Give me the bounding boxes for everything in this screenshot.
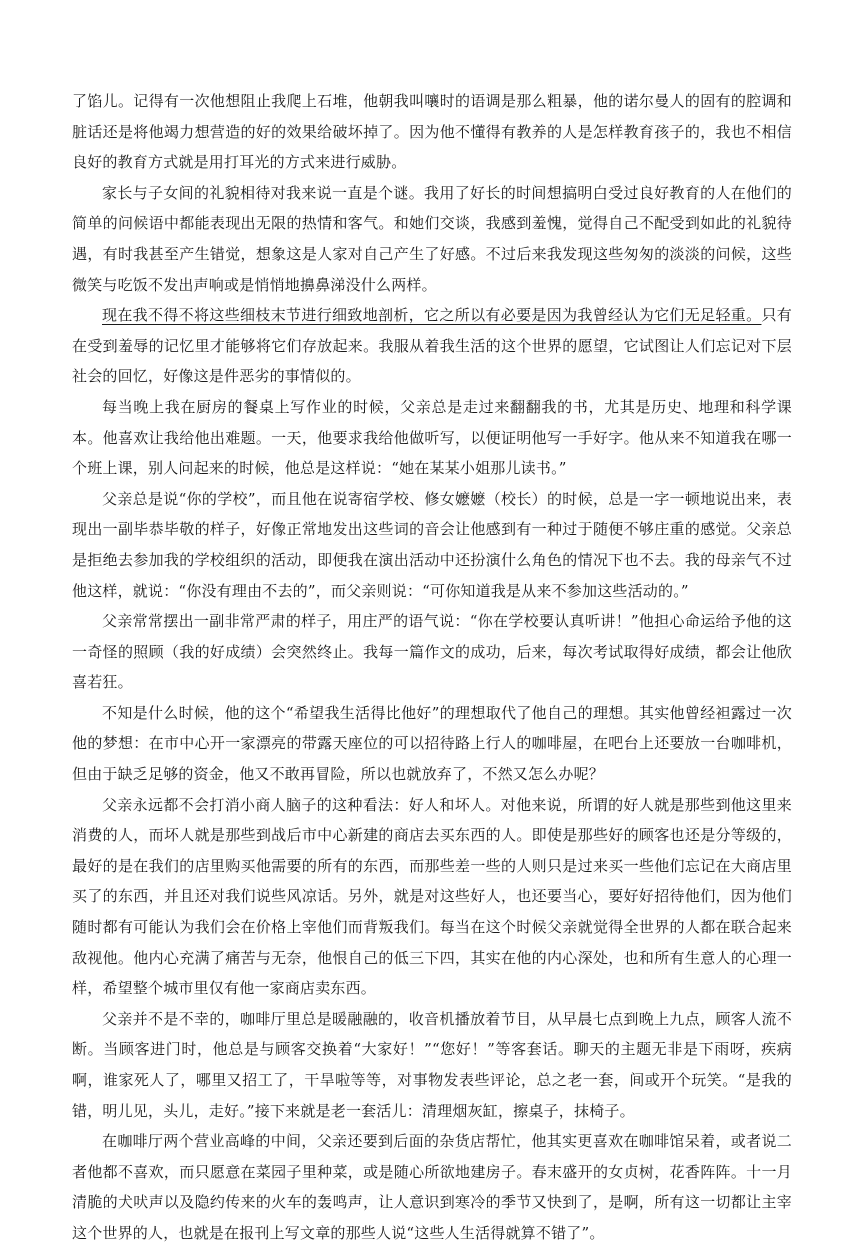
paragraph-1: 了馅儿。记得有一次他想阻止我爬上石堆，他朝我叫嚷时的语调是那么粗暴，他的诺尔曼人的固有的腔调和脏话还是将他竭力想营造的好的效果给破坏掉了。因为他不懂得有教养的人是怎样教育孩子的，我也不相信良好的教育方式就是用打耳光的方式来进行威胁。 [72, 92, 792, 172]
paragraph-2: 家长与子女间的礼貌相待对我来说一直是个谜。我用了好长的时间想搞明白受过良好教育的人在他们的简单的问候语中都能表现出无限的热情和客气。和她们交谈，我感到羞愧，觉得自己不配受到如此的礼貌待遇，有时我甚至产生错觉，想象这是人家对自己产生了好感。不过后来我发现这些匆匆的淡淡的问候，这些微笑与吃饭不发出声响或是悄悄地擤鼻涕没什么两样。 [72, 183, 792, 294]
document-page [72, 86, 792, 1249]
paragraph-4: 每当晚上我在厨房的餐桌上写作业的时候，父亲总是走过来翻翻我的书，尤其是历史、地理和科学课本。他喜欢让我给他出难题。一天，他要求我给他做听写，以便证明他写一手好字。他从来不知道我在哪一个班上课，别人问起来的时候，他总是这样说：“她在某某小姐那儿读书。” [72, 397, 792, 478]
paragraph-7: 不知是什么时候，他的这个“希望我生活得比他好”的理想取代了他自己的理想。其实他曾经袒露过一次他的梦想：在市中心开一家漂亮的带露天座位的可以招待路上行人的咖啡屋，在吧台上还要放一台咖啡机，但由于缺乏足够的资金，他又不敢再冒险，所以也就放弃了，不然又怎么办呢？ [72, 703, 792, 784]
paragraph-3 [72, 300, 792, 392]
paragraph-5: 父亲总是说“你的学校”，而且他在说寄宿学校、修女嬷嬷（校长）的时候，总是一字一顿地说出来，表现出一副毕恭毕敬的样子，好像正常地发出这些词的音会让他感到有一种过于随便不够庄重的感觉。父亲总是拒绝去参加我的学校组织的活动，即便我在演出活动中还扮演什么角色的情况下也不去。我的母亲气不过他这样，就说：“你没有理由不去的”，而父亲则说：“可你知道我是从来不参加这些活动的。” [72, 489, 792, 600]
paragraph-6: 父亲常常摆出一副非常严肃的样子，用庄严的语气说：“你在学校要认真听讲！”他担心命运给予他的这一奇怪的照顾（我的好成绩）会突然终止。我每一篇作文的成功，后来，每次考试取得好成绩，都会让他欣喜若狂。 [72, 612, 792, 692]
paragraph-3-rest: 只有在受到羞辱的记忆里才能够将它们存放起来。我服从着我生活的这个世界的愿望，它试图让人们忘记对下层社会的回忆，好像这是件恶劣的事情似的。 [72, 306, 792, 386]
underlined-sentence: 现在我不得不将这些细枝末节进行细致地剖析，它之所以有必要是因为我曾经认为它们无足轻重。 [102, 306, 762, 325]
paragraph-8: 父亲永远都不会打消小商人脑子的这种看法：好人和坏人。对他来说，所谓的好人就是那些到他这里来消费的人，而坏人就是那些到战后市中心新建的商店去买东西的人。即使是那些好的顾客也还是分等级的，最好的是在我们的店里购买他需要的所有的东西，而那些差一些的人则只是过来买一些他们忘记在大商店里买了的东西，并且还对我们说些风凉话。另外，就是对这些好人，也还要当心，要好好招待他们，因为他们随时都有可能认为我们会在价格上宰他们而背叛我们。每当在这个时候父亲就觉得全世界的人都在联合起来敌视他。他内心充满了痛苦与无奈，他恨自己的低三下四，其实在他的内心深处，也和所有生意人的心理一样，希望整个城市里仅有他一家商店卖东西。 [72, 795, 792, 998]
paragraph-9: 父亲并不是不幸的，咖啡厅里总是暖融融的，收音机播放着节目，从早晨七点到晚上九点，顾客人流不断。当顾客进门时，他总是与顾客交换着“大家好！”“您好！”等客套话。聊天的主题无非是下雨呀，疾病啊，谁家死人了，哪里又招工了，干旱啦等等，对事物发表些评论，总之老一套，间或开个玩笑。“是我的错，明儿见，头儿，走好。”接下来就是老一套活儿：清理烟灰缸，擦桌子，抹椅子。 [72, 1009, 792, 1120]
paragraph-10: 在咖啡厅两个营业高峰的中间，父亲还要到后面的杂货店帮忙，他其实更喜欢在咖啡馆呆着，或者说二者他都不喜欢，而只愿意在菜园子里种菜，或是随心所欲地建房子。春末盛开的女贞树，花香阵阵。十一月清脆的犬吠声以及隐约传来的火车的轰鸣声，让人意识到寒冷的季节又快到了，是啊，所有这一切都让主宰这个世界的人，也就是在报刊上写文章的那些人说“这些人生活得就算不错了”。 [72, 1132, 792, 1242]
